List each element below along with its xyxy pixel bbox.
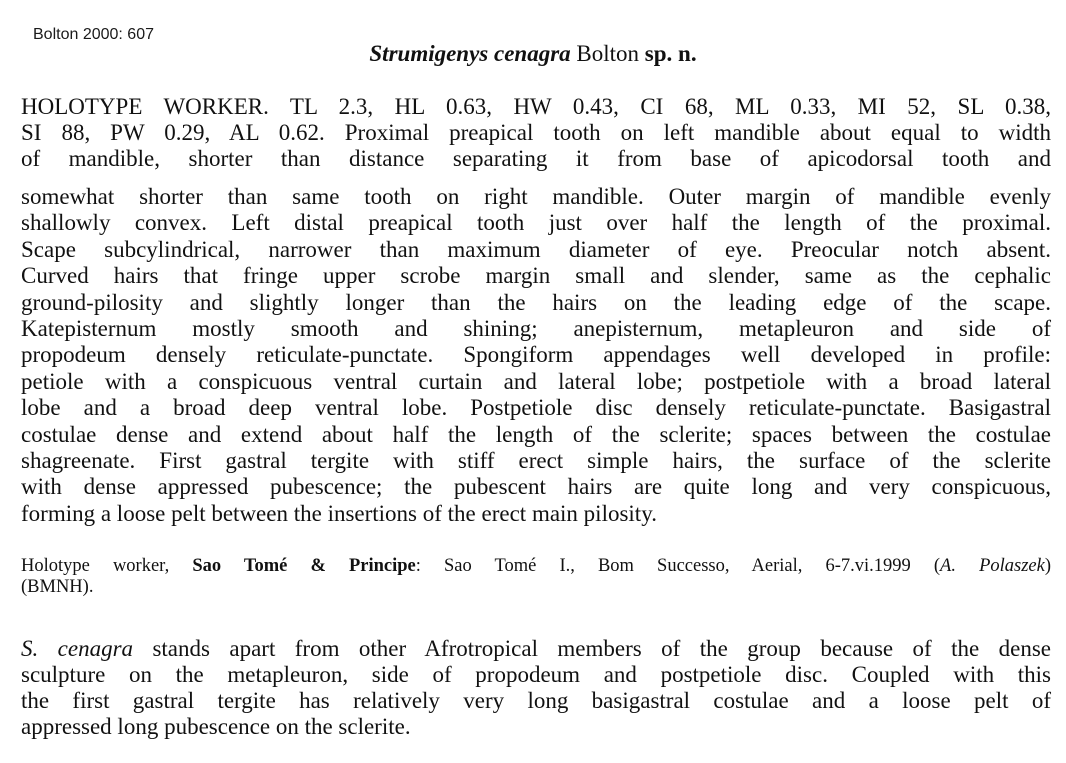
diagnosis-line bbox=[21, 636, 1051, 662]
description-line: ground-pilosity and slightly longer than the hairs on the leading edge of the scape. bbox=[21, 289, 1051, 315]
description-line: of mandible, shorter than distance separating it from base of apicodorsal tooth and bbox=[21, 146, 1051, 171]
description-line: petiole with a conspicuous ventral curtain and lateral lobe; postpetiole with a broad lateral bbox=[21, 368, 1051, 394]
citation-label: Bolton 2000: 607 bbox=[33, 26, 154, 43]
material-prefix: Holotype worker, bbox=[21, 556, 193, 576]
description-line: shallowly convex. Left distal preapical tooth just over half the length of the proximal. bbox=[21, 210, 1051, 236]
material-details: : Sao Tomé I., Bom Successo, Aerial, 6-7.vi.1999 ( bbox=[415, 556, 941, 576]
material-examined-paragraph bbox=[21, 556, 1051, 598]
description-line: HOLOTYPE WORKER. TL 2.3, HL 0.63, HW 0.43, CI 68, ML 0.33, MI 52, SL 0.38, bbox=[21, 94, 1051, 119]
diagnosis-line: sculpture on the metapleuron, side of propodeum and postpetiole disc. Coupled with this bbox=[21, 662, 1051, 687]
description-line: costulae dense and extend about half the length of the sclerite; spaces between the costulae bbox=[21, 421, 1051, 447]
species-author: Bolton bbox=[576, 41, 640, 66]
description-line: Curved hairs that fringe upper scrobe margin small and slender, same as the cephalic bbox=[21, 263, 1051, 289]
diagnosis-text: stands apart from other Afrotropical members of the group because of the dense bbox=[133, 636, 1051, 661]
description-line: shagreenate. First gastral tergite with stiff erect simple hairs, the surface of the sclerite bbox=[21, 447, 1051, 473]
description-line: somewhat shorter than same tooth on right mandible. Outer margin of mandible evenly bbox=[21, 184, 1051, 209]
material-line bbox=[21, 556, 1051, 577]
diagnosis-paragraph bbox=[21, 636, 1051, 740]
material-line: (BMNH). bbox=[21, 577, 94, 597]
description-line: forming a loose pelt between the insertions of the erect main pilosity. bbox=[21, 500, 657, 526]
description-line: propodeum densely reticulate-punctate. Spongiform appendages well developed in profile: bbox=[21, 342, 1051, 368]
diagnosis-line: the first gastral tergite has relatively very long basigastral costulae and a loose pelt of bbox=[21, 688, 1051, 713]
material-close: ) bbox=[1044, 556, 1051, 576]
species-status: sp. n. bbox=[644, 41, 697, 66]
description-paragraph-top bbox=[21, 94, 1051, 172]
description-paragraph-continued bbox=[21, 184, 1051, 527]
species-name: Strumigenys cenagra bbox=[369, 41, 571, 66]
description-line: SI 88, PW 0.29, AL 0.62. Proximal preapical tooth on left mandible about equal to width bbox=[21, 120, 1051, 145]
description-line: with dense appressed pubescence; the pubescent hairs are quite long and very conspicuous, bbox=[21, 474, 1051, 500]
description-line: Scape subcylindrical, narrower than maximum diameter of eye. Preocular notch absent. bbox=[21, 236, 1051, 262]
species-heading bbox=[0, 41, 1066, 67]
description-line: Katepisternum mostly smooth and shining; anepisternum, metapleuron and side of bbox=[21, 315, 1051, 341]
diagnosis-species: S. cenagra bbox=[21, 636, 134, 661]
diagnosis-line: appressed long pubescence on the sclerite. bbox=[21, 714, 411, 739]
material-collector: A. Polaszek bbox=[940, 556, 1045, 576]
description-line: lobe and a broad deep ventral lobe. Postpetiole disc densely reticulate-punctate. Basigastral bbox=[21, 395, 1051, 421]
material-locality: Sao Tomé & Principe bbox=[192, 556, 416, 576]
